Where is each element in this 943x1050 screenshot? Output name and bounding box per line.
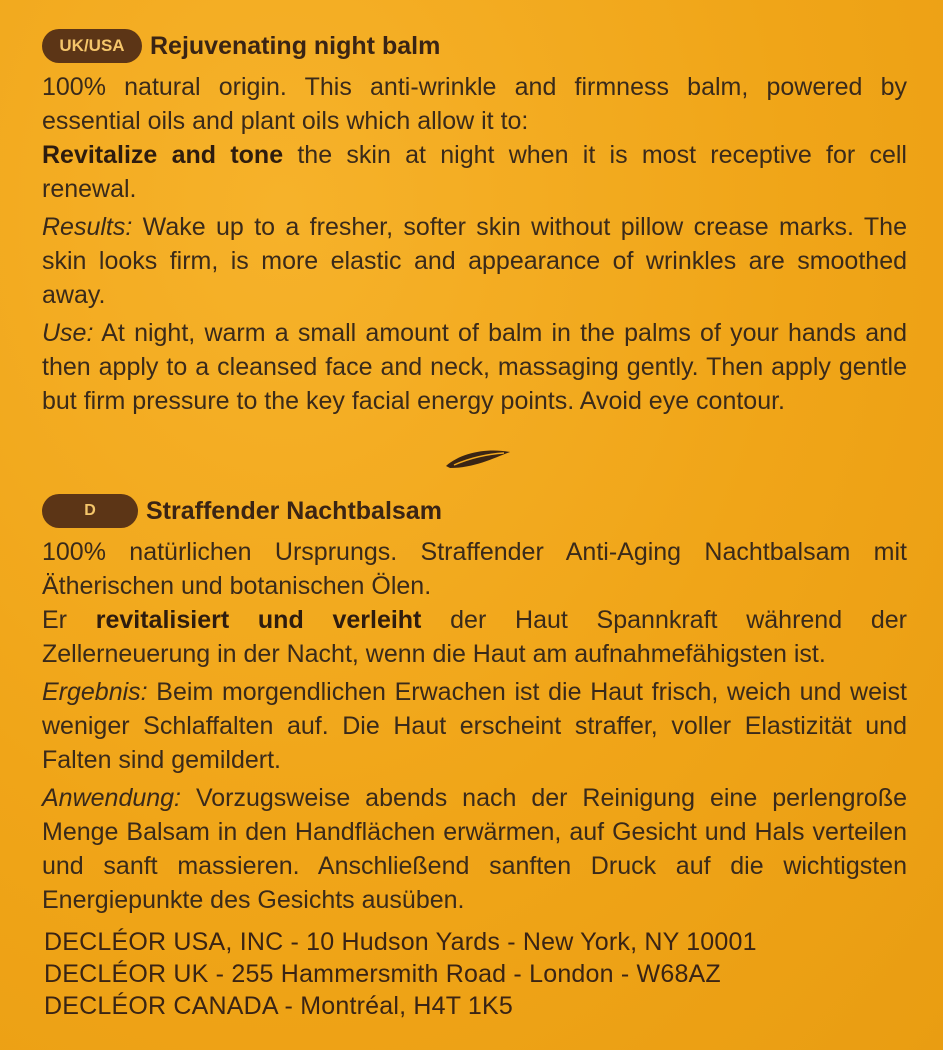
language-badge-de: D [42,494,138,528]
address-block [44,926,757,1022]
english-title: Rejuvenating night balm [150,31,441,60]
address-usa: DECLÉOR USA, INC - 10 Hudson Yards - New York, NY 10001 [44,928,757,956]
english-use-text: At night, warm a small amount of balm in the palms of your hands and then apply to a cleansed face and neck, massaging gently. Then apply gentle but firm pressure to the key facial energy points. Avoid eye contour. [42,319,907,415]
german-er: Er [42,606,96,634]
english-revitalize [42,138,907,206]
german-revitalize [42,603,907,671]
german-section [42,491,907,917]
english-revitalize-bold: Revitalize and tone [42,141,284,169]
german-use [42,781,907,917]
english-results [42,210,907,312]
german-revitalize-bold: revitalisiert und verleiht [95,606,422,634]
german-revitalize-rest: der Haut Spannkraft während der Zellerneuerung in der Nacht, wenn die Haut am aufnahmefähigsten ist. [42,606,907,668]
german-result-label: Ergebnis: [42,678,148,706]
german-intro: 100% natürlichen Ursprungs. Straffender Anti-Aging Nachtbalsam mit Ätherischen und botanischen Ölen. [42,538,907,600]
language-badge-uk: UK/USA [42,29,142,63]
english-results-label: Results: [42,213,133,241]
english-section [42,26,907,418]
english-results-text: Wake up to a fresher, softer skin without pillow crease marks. The skin looks firm, is more elastic and appearance of wrinkles are smoothed away. [42,213,907,309]
german-result [42,675,907,777]
german-use-text: Vorzugsweise abends nach der Reinigung eine perlengroße Menge Balsam in den Handflächen erwärmen, auf Gesicht und Hals verteilen und sanft massieren. Anschließend sanften Druck auf die wichtigsten Energiepunkte des Gesichts ausüben. [42,784,907,914]
english-use [42,316,907,418]
address-canada: DECLÉOR CANADA - Montréal, H4T 1K5 [44,992,513,1020]
leaf-icon [444,446,512,472]
german-use-label: Anwendung: [42,784,182,812]
english-use-label: Use: [42,319,94,347]
german-heading [42,491,907,531]
german-result-text: Beim morgendlichen Erwachen ist die Haut frisch, weich und weist weniger Schlaffalten auf. Die Haut erscheint straffer, voller Elastizität und Falten sind gemildert. [42,678,907,774]
english-heading [42,26,907,66]
english-revitalize-rest: the skin at night when it is most receptive for cell renewal. [42,141,907,203]
address-uk: DECLÉOR UK - 255 Hammersmith Road - London - W68AZ [44,960,721,988]
english-intro: 100% natural origin. This anti-wrinkle and firmness balm, powered by essential oils and plant oils which allow it to: [42,73,907,135]
german-title: Straffender Nachtbalsam [146,496,442,525]
